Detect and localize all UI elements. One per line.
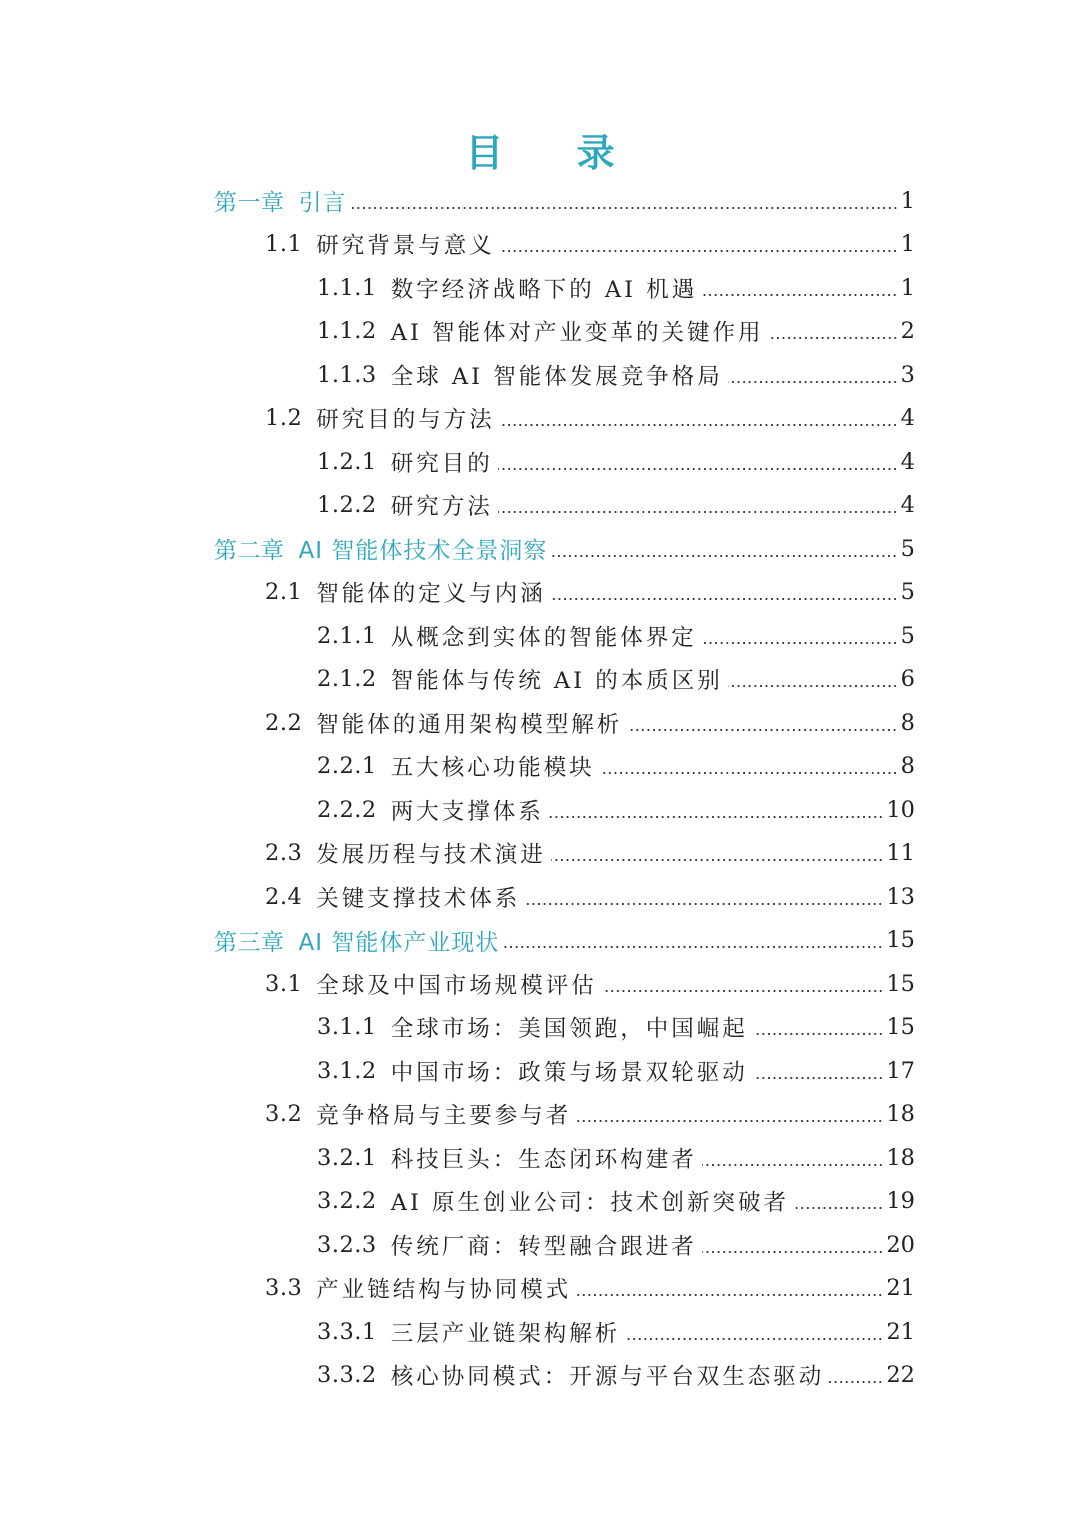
- toc-section-entry[interactable]: [0, 397, 1080, 441]
- toc-section-entry[interactable]: [0, 1093, 1080, 1137]
- entry-page-number: 22: [886, 1362, 915, 1389]
- entry-page-number: 17: [886, 1057, 915, 1084]
- entry-number: 1.1: [265, 231, 303, 258]
- dot-leader: [498, 510, 898, 514]
- entry-page-number: 1: [900, 187, 915, 214]
- entry-number: 2.1.1: [317, 622, 377, 649]
- entry-title: 传统厂商：转型融合跟进者: [390, 1233, 697, 1260]
- dot-leader: [552, 554, 897, 558]
- toc-section-entry[interactable]: [0, 571, 1080, 615]
- entry-page-number: 13: [886, 883, 915, 910]
- entry-number: 3.2: [265, 1101, 303, 1128]
- dot-leader: [602, 989, 884, 993]
- entry-number: 2.1: [265, 579, 303, 606]
- entry-number: 2.1.2: [317, 666, 377, 693]
- toc-subsection-entry[interactable]: [0, 1354, 1080, 1398]
- toc-subsection-entry[interactable]: [0, 484, 1080, 528]
- entry-title: 两大支撑体系: [390, 798, 544, 825]
- entry-number: 第三章: [214, 929, 285, 956]
- entry-title: 数字经济战略下的 AI 机遇: [390, 276, 698, 303]
- entry-number: 2.2.1: [317, 753, 377, 780]
- toc-chapter-entry[interactable]: [0, 527, 1080, 571]
- dot-leader: [728, 380, 898, 384]
- dot-leader: [576, 1293, 883, 1297]
- entry-number: 1.1.2: [317, 318, 377, 345]
- toc-subsection-entry[interactable]: [0, 1310, 1080, 1354]
- entry-number: 3.3.1: [317, 1318, 377, 1345]
- entry-page-number: 1: [900, 274, 915, 301]
- entry-number: 3.3.2: [317, 1362, 377, 1389]
- dot-leader: [500, 249, 898, 253]
- dot-leader: [753, 1032, 884, 1036]
- dot-leader: [525, 902, 883, 906]
- entry-page-number: 8: [900, 753, 915, 780]
- entry-page-number: 5: [900, 622, 915, 649]
- toc-subsection-entry[interactable]: [0, 658, 1080, 702]
- toc-section-entry[interactable]: [0, 223, 1080, 267]
- dot-leader: [627, 728, 897, 732]
- entry-title: 发展历程与技术演进: [316, 842, 546, 869]
- dot-leader: [498, 467, 898, 471]
- toc-subsection-entry[interactable]: [0, 1180, 1080, 1224]
- entry-title: AI 智能体技术全景洞察: [298, 538, 548, 565]
- entry-number: 3.1: [265, 970, 303, 997]
- entry-title: 研究目的: [390, 450, 493, 477]
- entry-title: 全球 AI 智能体发展竞争格局: [390, 363, 723, 390]
- entry-page-number: 21: [886, 1318, 915, 1345]
- entry-number: 2.3: [265, 840, 303, 867]
- dot-leader: [576, 1119, 883, 1123]
- dot-leader: [702, 1250, 884, 1254]
- toc-section-entry[interactable]: [0, 875, 1080, 919]
- entry-number: 1.2.2: [317, 492, 377, 519]
- entry-title: 五大核心功能模块: [390, 755, 595, 782]
- entry-title: 引言: [298, 190, 347, 217]
- entry-number: 3.2.2: [317, 1188, 377, 1215]
- entry-title: 核心协同模式：开源与平台双生态驱动: [390, 1364, 825, 1391]
- entry-page-number: 21: [886, 1275, 915, 1302]
- entry-page-number: 3: [900, 361, 915, 388]
- entry-number: 1.1.3: [317, 361, 377, 388]
- entry-title: AI 智能体对产业变革的关键作用: [390, 320, 764, 347]
- entry-title: 研究方法: [390, 494, 493, 521]
- entry-page-number: 15: [886, 970, 915, 997]
- entry-title: AI 智能体产业现状: [298, 929, 500, 956]
- entry-page-number: 6: [900, 666, 915, 693]
- toc-subsection-entry[interactable]: [0, 353, 1080, 397]
- entry-page-number: 1: [900, 231, 915, 258]
- toc-section-entry[interactable]: [0, 701, 1080, 745]
- entry-page-number: 18: [886, 1144, 915, 1171]
- entry-title: 从概念到实体的智能体界定: [390, 624, 697, 651]
- entry-page-number: 10: [886, 796, 915, 823]
- entry-number: 第二章: [214, 538, 285, 565]
- dot-leader: [728, 684, 898, 688]
- dot-leader: [504, 945, 883, 949]
- entry-number: 1.2: [265, 405, 303, 432]
- toc-subsection-entry[interactable]: [0, 310, 1080, 354]
- entry-page-number: 5: [900, 579, 915, 606]
- toc-subsection-entry[interactable]: [0, 745, 1080, 789]
- dot-leader: [702, 1163, 884, 1167]
- entry-title: 全球及中国市场规模评估: [316, 972, 597, 999]
- table-of-contents: [0, 179, 1080, 1397]
- toc-subsection-entry[interactable]: [0, 614, 1080, 658]
- toc-subsection-entry[interactable]: [0, 1049, 1080, 1093]
- entry-title: 研究目的与方法: [316, 407, 495, 434]
- entry-title: 中国市场：政策与场景双轮驱动: [390, 1059, 748, 1086]
- dot-leader: [551, 597, 898, 601]
- entry-title: 智能体的定义与内涵: [316, 581, 546, 608]
- entry-page-number: 15: [886, 927, 915, 954]
- entry-page-number: 11: [886, 840, 915, 867]
- toc-chapter-entry[interactable]: [0, 179, 1080, 223]
- entry-page-number: 4: [900, 405, 915, 432]
- entry-page-number: 4: [900, 448, 915, 475]
- dot-leader: [600, 771, 898, 775]
- dot-leader: [625, 1337, 883, 1341]
- dot-leader: [549, 815, 884, 819]
- toc-section-entry[interactable]: [0, 1267, 1080, 1311]
- dot-leader: [702, 293, 897, 297]
- entry-number: 3.1.2: [317, 1057, 377, 1084]
- toc-chapter-entry[interactable]: [0, 919, 1080, 963]
- dot-leader: [769, 336, 898, 340]
- entry-page-number: 18: [886, 1101, 915, 1128]
- dot-leader: [551, 858, 884, 862]
- entry-title: 智能体与传统 AI 的本质区别: [390, 668, 723, 695]
- entry-number: 3.1.1: [317, 1014, 377, 1041]
- toc-subsection-entry[interactable]: [0, 440, 1080, 484]
- entry-title: AI 原生创业公司：技术创新突破者: [390, 1190, 790, 1217]
- toc-subsection-entry[interactable]: [0, 788, 1080, 832]
- entry-title: 研究背景与意义: [316, 233, 495, 260]
- entry-page-number: 15: [886, 1014, 915, 1041]
- entry-number: 1.2.1: [317, 448, 377, 475]
- page-title: 目 录: [465, 130, 645, 175]
- dot-leader: [500, 423, 898, 427]
- toc-subsection-entry[interactable]: [0, 1006, 1080, 1050]
- entry-title: 全球市场：美国领跑，中国崛起: [390, 1016, 748, 1043]
- entry-page-number: 5: [900, 535, 915, 562]
- entry-number: 2.2.2: [317, 796, 377, 823]
- toc-section-entry[interactable]: [0, 832, 1080, 876]
- entry-page-number: 4: [900, 492, 915, 519]
- dot-leader: [702, 641, 898, 645]
- entry-title: 智能体的通用架构模型解析: [316, 711, 623, 738]
- dot-leader: [352, 206, 898, 210]
- entry-page-number: 20: [886, 1231, 915, 1258]
- entry-number: 1.1.1: [317, 274, 377, 301]
- entry-title: 关键支撑技术体系: [316, 885, 521, 912]
- entry-page-number: 8: [900, 709, 915, 736]
- entry-number: 3.2.3: [317, 1231, 377, 1258]
- entry-number: 3.3: [265, 1275, 303, 1302]
- entry-title: 竞争格局与主要参与者: [316, 1103, 572, 1130]
- entry-title: 三层产业链架构解析: [390, 1320, 621, 1347]
- toc-subsection-entry[interactable]: [0, 1136, 1080, 1180]
- toc-subsection-entry[interactable]: [0, 266, 1080, 310]
- entry-number: 第一章: [214, 190, 285, 217]
- dot-leader: [753, 1076, 884, 1080]
- entry-number: 2.2: [265, 709, 303, 736]
- entry-title: 产业链结构与协同模式: [316, 1277, 572, 1304]
- toc-section-entry[interactable]: [0, 962, 1080, 1006]
- entry-page-number: 19: [886, 1188, 915, 1215]
- dot-leader: [829, 1380, 883, 1384]
- dot-leader: [794, 1206, 883, 1210]
- toc-subsection-entry[interactable]: [0, 1223, 1080, 1267]
- entry-page-number: 2: [900, 318, 915, 345]
- entry-number: 3.2.1: [317, 1144, 377, 1171]
- entry-title: 科技巨头：生态闭环构建者: [390, 1146, 697, 1173]
- entry-number: 2.4: [265, 883, 303, 910]
